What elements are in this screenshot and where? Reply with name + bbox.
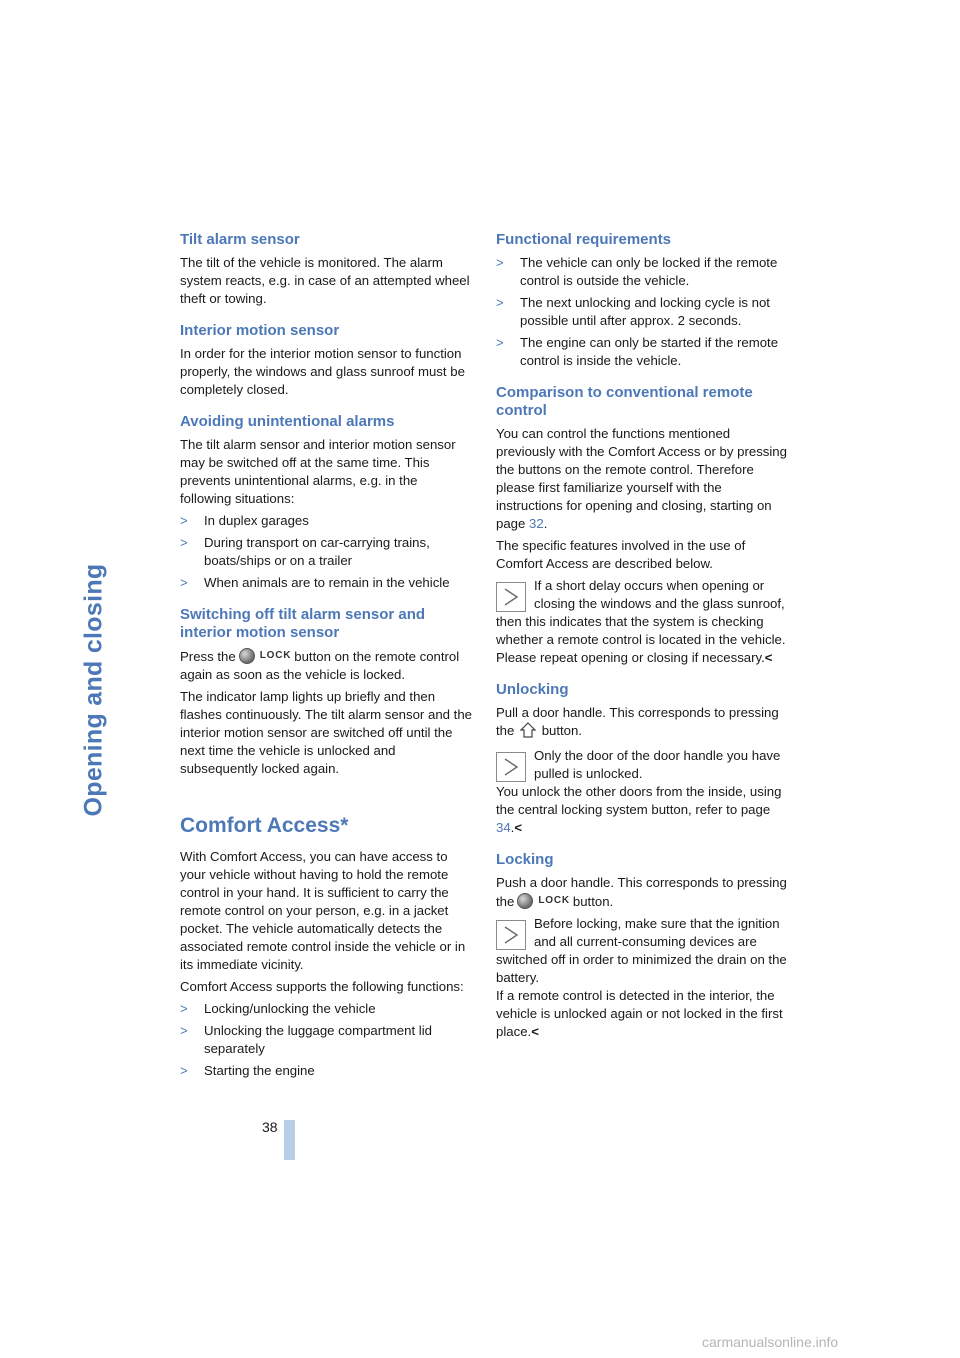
bullet-arrow-icon: > [180,1023,188,1038]
comparison-body-1: You can control the functions mentioned previously with the Comfort Access or by pressing the buttons on the remote control. Therefore please first familiarize yourself with the instructions for opening and closing, starting on page 32. [496,426,787,531]
lock-button-icon: LOCK [517,892,570,910]
unlock-note: Only the door of the door handle you have pulled is unlocked. You unlock the other doors from the inside, using the central locking system button, refer to page 34.< [496,748,782,835]
note-play-icon [496,752,526,782]
list-item: > In duplex garages [180,513,309,528]
lock-note [496,915,788,1041]
end-mark: < [764,650,773,665]
avoid-list [180,512,472,592]
watermark: carmanualsonline.info [702,1334,839,1350]
bullet-arrow-icon: > [496,295,504,310]
note-play-icon [496,582,526,612]
avoid-heading: Avoiding unintentional alarms [180,413,395,430]
bullet-arrow-icon: > [496,255,504,270]
unlocking-heading: Unlocking [496,681,569,698]
list-item: > The next unlocking and locking cycle is not possible until after approx. 2 seconds. [496,295,770,328]
bullet-arrow-icon: > [496,335,504,350]
switching-body: Press the LOCK button on the remote control again as soon as the vehicle is locked. [180,649,460,682]
page-link-32[interactable]: 32 [529,516,544,531]
page-number-bar [284,1120,295,1160]
lock-note-text-2: If a remote control is detected in the interior, the vehicle is unlocked again or not locked in the first place. [496,988,783,1039]
comparison-heading: Comparison to conventional remote control [496,384,753,419]
avoid-body: The tilt alarm sensor and interior motion sensor may be switched off at the same time. This prevents unintentional alarms, e.g. in the following situations: [180,437,456,506]
end-mark: < [514,820,523,835]
page-link-34[interactable]: 34 [496,820,511,835]
switching-heading: Switching off tilt alarm sensor and interior motion sensor [180,606,426,641]
unlock-house-icon [520,722,536,743]
chapter-side-title: Opening and closing [79,563,108,817]
remote-orb-icon [517,893,533,909]
comfort-heading: Comfort Access* [180,814,349,837]
lock-note-text-1: Before locking, make sure that the ignition and all current-consuming devices are switched off in order to minimized the drain on the battery. [496,916,787,985]
left-column [180,231,472,1084]
comparison-body-2: The specific features involved in the use of Comfort Access are described below. [496,538,746,571]
comfort-list [180,1000,472,1080]
bullet-arrow-icon: > [180,1063,188,1078]
unlocking-body: Pull a door handle. This corresponds to pressing the button. [496,704,788,743]
note-play-icon [496,920,526,950]
comfort-body-2: Comfort Access supports the following functions: [180,979,464,994]
page-number: 38 [262,1119,278,1135]
locking-body: Push a door handle. This corresponds to pressing the LOCK button. [496,875,787,909]
remote-orb-icon [239,648,255,664]
list-item: > During transport on car-carrying trains, boats/ships or on a trailer [180,535,430,568]
tilt-body: The tilt of the vehicle is monitored. The alarm system reacts, e.g. in case of an attempted wheel theft or towing. [180,255,470,306]
switching-body-2: The indicator lamp lights up briefly and then flashes continuously. The tilt alarm sensor and the interior motion sensor are switched off until the next time the vehicle is unlocked and subsequently locked again. [180,689,472,776]
tilt-heading: Tilt alarm sensor [180,231,300,248]
delay-note-text: If a short delay occurs when opening or closing the windows and the glass sunroof, then this indicates that the system is checking whether a remote control is located in the vehicle. Please repeat opening or closing if necessary. [496,578,786,665]
bullet-arrow-icon: > [180,575,188,590]
lock-button-icon: LOCK [239,647,292,665]
locking-heading: Locking [496,851,554,868]
list-item: > Starting the engine [180,1063,315,1078]
functional-list [496,254,788,370]
comfort-body-1: With Comfort Access, you can have access to your vehicle without having to hold the remote control in your hand. It is sufficient to carry the remote control on your person, e.g. in a jacket pocket. The vehicle automatically detects the associated remote control inside the vehicle or in its immediate vicinity. [180,849,466,972]
end-mark: < [531,1024,539,1039]
unlock-note-text-1: Only the door of the door handle you have pulled is unlocked. [534,748,781,781]
bullet-arrow-icon: > [180,535,188,550]
unlock-note-text-2: You unlock the other doors from the inside, using the central locking system button, refer to page [496,784,782,817]
list-item: > When animals are to remain in the vehicle [180,575,450,590]
bullet-arrow-icon: > [180,513,188,528]
list-item: > The vehicle can only be locked if the remote control is outside the vehicle. [496,255,778,288]
list-item: > The engine can only be started if the remote control is inside the vehicle. [496,335,779,368]
interior-heading: Interior motion sensor [180,322,340,339]
list-item: > Locking/unlocking the vehicle [180,1001,376,1016]
right-column [496,231,788,1045]
functional-heading: Functional requirements [496,231,672,248]
interior-body: In order for the interior motion sensor to function properly, the windows and glass sunroof must be completely closed. [180,346,465,397]
delay-note [496,577,788,667]
list-item: > Unlocking the luggage compartment lid separately [180,1023,432,1056]
bullet-arrow-icon: > [180,1001,188,1016]
